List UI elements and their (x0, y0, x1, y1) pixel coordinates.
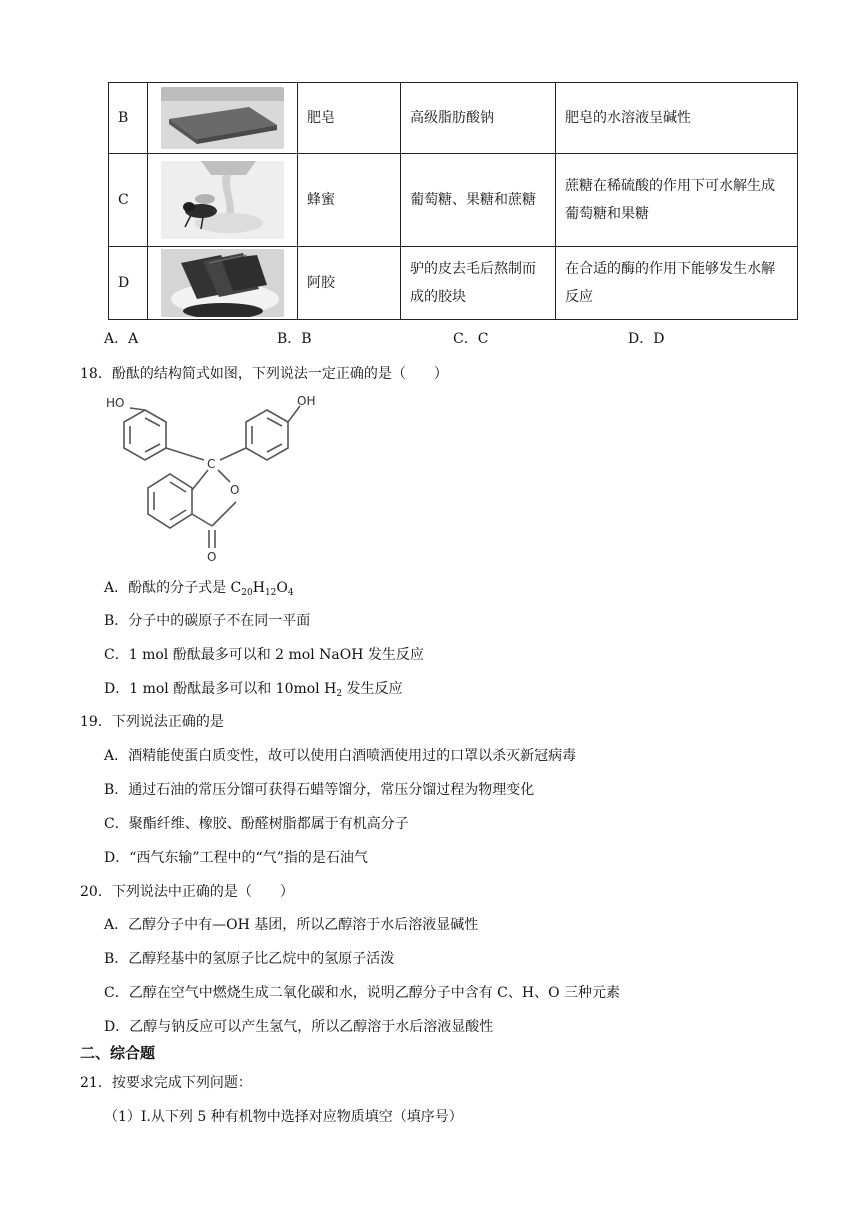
item-property: 在合适的酶的作用下能够发生水解反应 (556, 247, 798, 320)
q18-option-d[interactable]: D．1 mol 酚酞最多可以和 10mol $H_2$ 发生反应 (104, 681, 403, 699)
q20-option-d[interactable]: D．乙醇与钠反应可以产生氢气，所以乙醇溶于水后溶液显酸性 (104, 1019, 494, 1035)
row-letter: C (109, 154, 148, 247)
oh-right-label: OH (297, 394, 316, 408)
table-row (109, 83, 798, 154)
q18-stem: 18．酚酞的结构简式如图，下列说法一定正确的是（ ） (80, 366, 448, 382)
o-carbonyl-label: O (207, 550, 217, 564)
item-name: 肥皂 (298, 83, 401, 154)
q19-option-c[interactable]: C．聚酯纤维、橡胶、酚醛树脂都属于有机高分子 (104, 816, 409, 832)
q19-option-a[interactable]: A．酒精能使蛋白质变性，故可以使用白酒喷洒使用过的口罩以杀灭新冠病毒 (104, 748, 577, 764)
honey-image (161, 161, 284, 239)
soap-photo (148, 83, 298, 154)
q19-stem: 19．下列说法正确的是 (80, 714, 224, 730)
item-property: 蔗糖在稀硫酸的作用下可水解生成葡萄糖和果糖 (556, 154, 798, 247)
q21-part1: （1）Ⅰ.从下列 5 种有机物中选择对应物质填空（填序号） (104, 1109, 463, 1125)
c-center-label: C (207, 457, 216, 471)
row-letter: B (109, 83, 148, 154)
q17-option-d[interactable]: D．D (628, 331, 665, 347)
q17-option-b[interactable]: B．B (277, 331, 312, 347)
honey-bee-photo (148, 154, 298, 247)
item-component: 驴的皮去毛后熬制而成的胶块 (401, 247, 556, 320)
q20-option-c[interactable]: C．乙醇在空气中燃烧生成二氧化碳和水，说明乙醇分子中含有 C、H、O 三种元素 (104, 985, 621, 1001)
table-row (109, 247, 798, 320)
item-name: 蜂蜜 (298, 154, 401, 247)
item-name: 阿胶 (298, 247, 401, 320)
gelatin-image (161, 249, 284, 317)
gelatin-photo (148, 247, 298, 320)
phenolphthalein-structure (100, 390, 340, 568)
q21-stem: 21．按要求完成下列问题： (80, 1075, 252, 1091)
q18-option-a[interactable]: A．酚酞的分子式是 $C_{20}H_{12}O_4$ (104, 580, 294, 598)
q20-stem: 20．下列说法中正确的是（ ） (80, 884, 294, 900)
q18-option-b[interactable]: B．分子中的碳原子不在同一平面 (104, 613, 311, 629)
o-ring-label: O (230, 483, 240, 497)
oh-left-label: HO (106, 396, 125, 410)
item-component: 高级脂肪酸钠 (401, 83, 556, 154)
q17-table (108, 82, 798, 320)
table-row (109, 154, 798, 247)
q20-option-a[interactable]: A．乙醇分子中有—OH 基团，所以乙醇溶于水后溶液显碱性 (104, 917, 479, 933)
q17-option-c[interactable]: C．C (453, 331, 489, 347)
q17-option-a[interactable]: A．A (104, 331, 139, 347)
q18-option-c[interactable]: C．1 mol 酚酞最多可以和 2 mol NaOH 发生反应 (104, 647, 424, 663)
section-title: 二、综合题 (80, 1044, 156, 1062)
item-component: 葡萄糖、果糖和蔗糖 (401, 154, 556, 247)
q19-option-b[interactable]: B．通过石油的常压分馏可获得石蜡等馏分，常压分馏过程为物理变化 (104, 782, 535, 798)
q19-option-d[interactable]: D．“西气东输”工程中的“气”指的是石油气 (104, 850, 368, 866)
row-letter: D (109, 247, 148, 320)
q20-option-b[interactable]: B．乙醇羟基中的氢原子比乙烷中的氢原子活泼 (104, 951, 395, 967)
soap-image (161, 87, 284, 149)
item-property: 肥皂的水溶液呈碱性 (556, 83, 798, 154)
